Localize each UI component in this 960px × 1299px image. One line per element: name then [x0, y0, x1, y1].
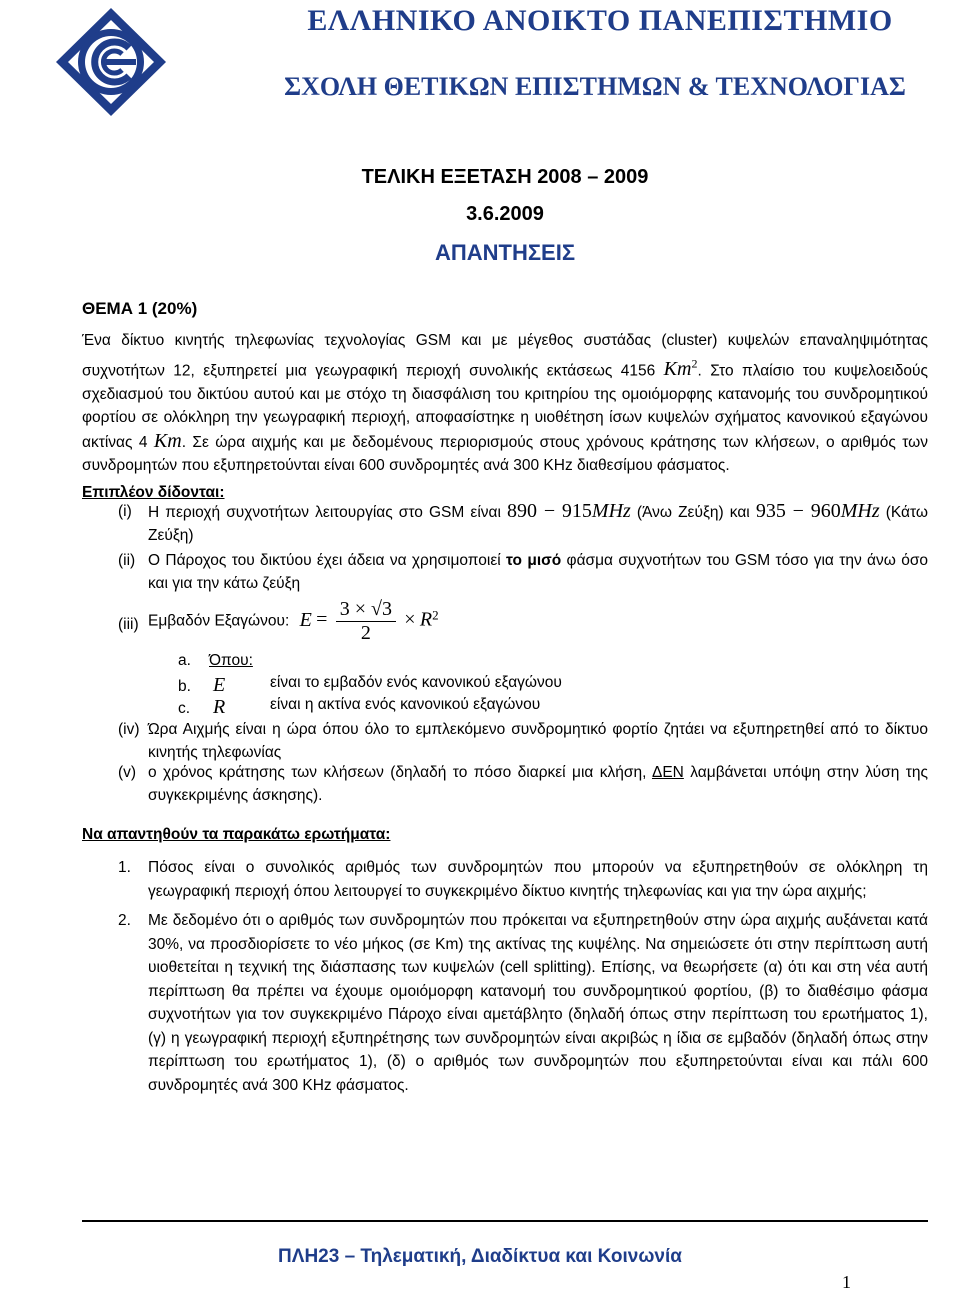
- question-text: Με δεδομένο ότι ο αριθμός των συνδρομητών που πρόκειται να εξυπηρετηθούν στην ώρα αιχμής αυξάνεται κατά 30%, να προσδιορίσετε το νέο μήκος (σε Km) της ακτίνας της κυψέλης. Να σημειώσετε ότι στην περίπτωση αυτή υιοθετείται η τεχνική της διάσπασης των κυψελών (cell splitting). Επίσης, να θεωρήσετε (α) ότι και στη νέα αυτή περίπτωση θα πρέπει να έχουμε ομοιόμορφη κατανομή του συνδρομητικού φορτίου, (β) το διαθέσιμο φάσμα συχνοτήτων για τον συγκεκριμένο Πάροχο είναι αμετάβλητο (δηλαδή όπως στην περίπτωση του ερωτήματος 1), (γ) η γεωγραφική περιοχή εξυπηρέτησης των συνδρομητών είναι ακριβώς η ίδια σε εμβαδόν (δηλαδή όπως στην περίπτωση του ερωτήματος 1), (δ) ο αριθμός των συνδρομητών που εξυπηρετούνται είναι και πάλι 600 συνδρομητές ανά 300 KHz φάσματος.: [148, 912, 928, 1094]
- theme-intro-paragraph: [82, 329, 928, 478]
- university-logo-icon: [52, 6, 170, 118]
- item-text: Ώρα Αιχμής είναι η ώρα όπου όλο το εμπλεκόμενο συνδρομητικό φορτίο ζητάει να εξυπηρετηθεί από το δίκτυο κινητής τηλεφωνίας: [148, 721, 928, 761]
- ii-bold: το μισό: [506, 552, 562, 569]
- formula-eq: =: [316, 608, 328, 631]
- v-text-2: λαμβάνεται υπόψη στην λύση της συγκεκριμένης άσκησης).: [148, 764, 928, 804]
- intro-sup-1: 2: [691, 356, 698, 371]
- formula-denominator: 2: [360, 622, 371, 644]
- i-text-2: (Άνω Ζεύξη) και: [636, 504, 750, 521]
- given-item-i: [118, 500, 928, 547]
- formula-var: R: [419, 608, 433, 631]
- item-text: [148, 549, 928, 595]
- given-item-iv: [118, 718, 928, 764]
- formula-times: ×: [404, 608, 416, 631]
- formula-fraction: [336, 598, 396, 645]
- v-text-1: ο χρόνος κράτησης των κλήσεων (δηλαδή το πόσο διαρκεί μια κλήση,: [148, 764, 647, 781]
- sub-var: R: [213, 696, 226, 718]
- i-range-2: 935 − 960: [755, 500, 841, 522]
- exam-title: ΤΕΛΙΚΗ ΕΞΕΤΑΣΗ 2008 – 2009: [361, 166, 649, 188]
- given-heading: Επιπλέον δίδονται:: [82, 484, 225, 501]
- intro-unit-km: Km: [153, 429, 182, 452]
- theme-heading: ΘΕΜΑ 1 (20%): [82, 299, 198, 318]
- item-number: (i): [118, 503, 132, 520]
- item-text: [148, 500, 928, 547]
- intro-text-3: . Σε ώρα αιχμής και με δεδομένους περιορισμούς στους χρόνους κράτησης των κλήσεων, ο αριθμός των συνδρομητών που εξυπηρετούνται είναι 600 συνδρομητές ανά 300 KHz διαθεσίμου φάσματος.: [82, 433, 929, 475]
- item-text: [148, 761, 928, 807]
- intro-text-2: . Στο πλαίσιο του κυψελοειδούς σχεδιασμού του δικτύου αυτού και με στόχο τη διασφάλιση του κριτηρίου της ομοιόμορφης κατανομής του συνδρομητικού φορτίου σε ολόκληρη την γεωγραφική περιοχή, αποφασίστηκε η υιοθέτηση ίσων κυψελών σχήματος κανονικού εξαγώνου ακτίνας 4: [82, 362, 928, 451]
- answers-heading: ΑΠΑΝΤΗΣΕΙΣ: [434, 240, 576, 265]
- formula-sup: 2: [432, 607, 439, 623]
- question-number: 1.: [118, 859, 131, 876]
- iii-text: Εμβαδόν Εξαγώνου:: [148, 612, 290, 630]
- sub-text: Όπου:: [209, 652, 253, 669]
- sub-text: είναι η ακτίνα ενός κανονικού εξαγώνου: [270, 696, 541, 713]
- sub-label: b.: [178, 678, 191, 695]
- formula-lhs: E: [299, 608, 312, 631]
- intro-unit-1: Km: [663, 358, 692, 381]
- i-range-1: 890 − 915: [507, 500, 592, 522]
- i-unit-2: MHz: [840, 500, 880, 522]
- item-number: (v): [118, 764, 137, 781]
- given-sub-b: [178, 674, 562, 697]
- intro-unit-km2: [664, 358, 698, 380]
- sub-label: c.: [178, 700, 191, 717]
- page-number: 1: [842, 1272, 851, 1292]
- sub-text: είναι το εμβαδόν ενός κανονικού εξαγώνου: [270, 674, 562, 691]
- question-number: 2.: [118, 912, 131, 929]
- sub-var: E: [213, 674, 226, 696]
- i-text-3: (Κάτω Ζεύξη): [148, 504, 928, 544]
- footer-course: ΠΛΗ23 – Τηλεματική, Διαδίκτυα και Κοινωνία: [278, 1246, 682, 1267]
- exam-date: 3.6.2009: [466, 203, 544, 225]
- item-number: (iv): [118, 721, 140, 738]
- item-number: (iii): [118, 616, 139, 633]
- item-number: (ii): [118, 552, 136, 569]
- intro-text-1: Ένα δίκτυο κινητής τηλεφωνίας τεχνολογίας GSM και με μέγεθος συστάδας (cluster) κυψελών επαναληψιμότητας συχνοτήτων 12, εξυπηρετεί μια γεωγραφική περιοχή συνολικής εκτάσεως 4156: [82, 332, 928, 380]
- i-unit-1: MHz: [591, 500, 631, 522]
- question-1: [118, 856, 928, 903]
- questions-heading: Να απαντηθούν τα παρακάτω ερωτήματα:: [82, 826, 391, 843]
- given-sub-c: [178, 696, 541, 719]
- given-item-ii: [118, 549, 928, 595]
- university-logo: [52, 6, 170, 118]
- sub-label: a.: [178, 652, 191, 669]
- university-title: ΕΛΛΗΝΙΚΟ ΑΝΟΙΚΤΟ ΠΑΝΕΠΙΣΤΗΜΙΟ: [307, 4, 893, 37]
- v-underlined: ΔΕΝ: [651, 764, 684, 781]
- given-sub-a: [178, 652, 253, 670]
- given-item-v: [118, 761, 928, 807]
- given-item-iii: [118, 598, 928, 645]
- question-2: [118, 909, 928, 1097]
- ii-text-2: φάσμα συχνοτήτων του GSM τόσο για την άνω όσο και για την κάτω ζεύξη: [148, 552, 929, 592]
- i-text-1: Η περιοχή συχνοτήτων λειτουργίας στο GSM είναι: [148, 504, 501, 521]
- formula-numerator: 3 × √3: [336, 598, 396, 622]
- hexagon-area-formula: [148, 598, 928, 645]
- ii-text-1: Ο Πάροχος του δικτύου έχει άδεια να χρησιμοποιεί: [148, 552, 501, 569]
- school-title: ΣΧΟΛΗ ΘΕΤΙΚΩΝ ΕΠΙΣΤΗΜΩΝ & ΤΕΧΝΟΛΟΓΙΑΣ: [284, 72, 906, 101]
- question-text: Πόσος είναι ο συνολικός αριθμός των συνδρομητών που μπορούν να εξυπηρετηθούν σε ολόκληρη τη γεωγραφική περιοχή όπου λειτουργεί το συγκεκριμένο δίκτυο κινητής τηλεφωνίας και για την ώρα αιχμής;: [148, 859, 928, 900]
- footer-divider: [82, 1220, 928, 1222]
